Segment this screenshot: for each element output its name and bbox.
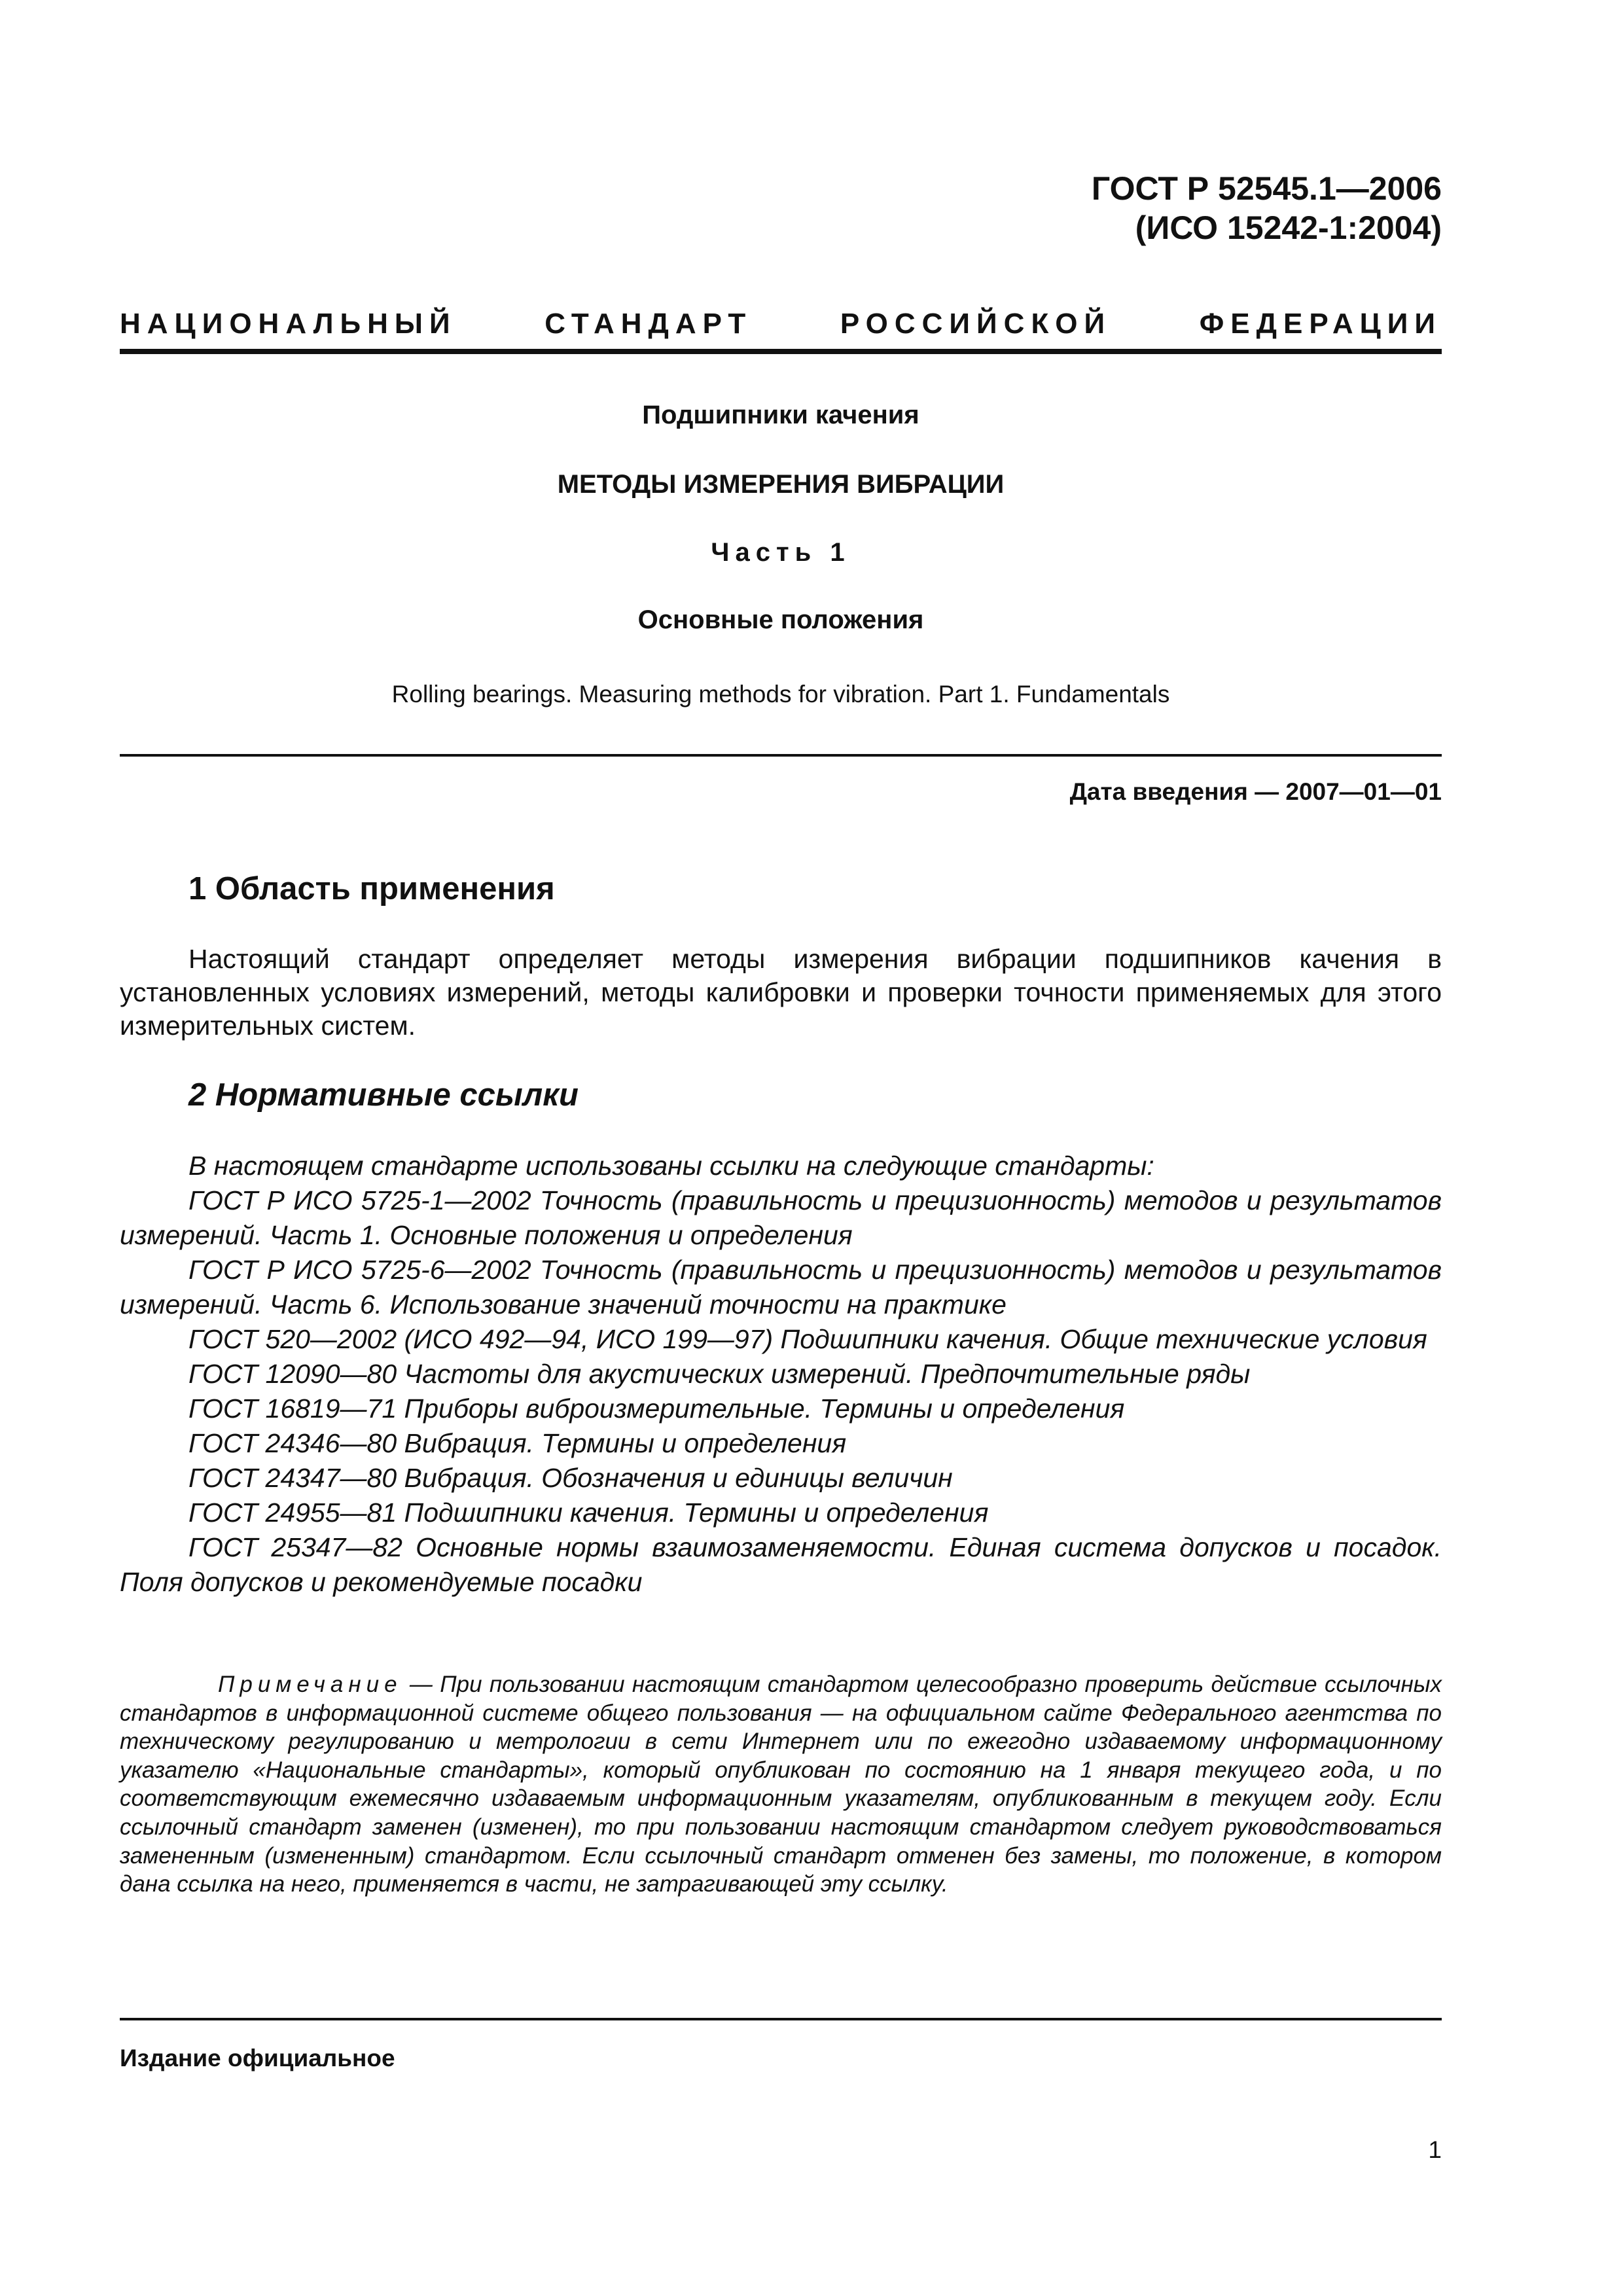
english-title: Rolling bearings. Measuring methods for vibration. Part 1. Fundamentals <box>391 681 1170 708</box>
document-designation <box>1092 169 1442 247</box>
references-intro: В настоящем стандарте использованы ссылки на следующие стандарты: <box>188 1151 1154 1181</box>
reference-item: ГОСТ 12090—80 Частоты для акустических измерений. Предпочтительные ряды <box>188 1359 1251 1389</box>
part-title: Основные положения <box>637 605 924 634</box>
reference-item: ГОСТ 24346—80 Вибрация. Термины и определения <box>188 1428 847 1458</box>
page-number: 1 <box>1428 2136 1442 2163</box>
reference-item: ГОСТ 520—2002 (ИСО 492—94, ИСО 199—97) Подшипники качения. Общие технические условия <box>188 1324 1427 1354</box>
subject-title: Подшипники качения <box>642 401 919 429</box>
footer-divider <box>120 2018 1442 2020</box>
section-2-heading: 2 Нормативные ссылки <box>188 1077 579 1113</box>
note-block <box>120 1670 1442 1899</box>
section-1-heading: 1 Область применения <box>188 871 555 906</box>
national-standard-title: НАЦИОНАЛЬНЫЙ СТАНДАРТ РОССИЙСКОЙ ФЕДЕРАЦИИ <box>120 308 1442 340</box>
note-paragraph <box>120 1670 1442 1899</box>
edition-label: Издание официальное <box>120 2045 395 2072</box>
reference-item: ГОСТ 16819—71 Приборы виброизмерительные. Термины и определения <box>188 1393 1125 1424</box>
references-list <box>120 1149 1442 1600</box>
title-divider <box>120 754 1442 757</box>
reference-item: ГОСТ 24955—81 Подшипники качения. Термины и определения <box>188 1498 989 1528</box>
part-label: Часть 1 <box>711 538 851 567</box>
reference-item: ГОСТ 24347—80 Вибрация. Обозначения и единицы величин <box>188 1463 953 1493</box>
main-title: МЕТОДЫ ИЗМЕРЕНИЯ ВИБРАЦИИ <box>557 470 1005 499</box>
section-1-text <box>120 942 1442 1043</box>
header-divider <box>120 349 1442 354</box>
section-1-paragraph: Настоящий стандарт определяет методы измерения вибрации подшипников качения в установленных условиях измерений, методы калибровки и проверки точности применяемых для этого измерительных систем. <box>120 944 1442 1041</box>
reference-item: ГОСТ 25347—82 Основные нормы взаимозаменяемости. Единая система допусков и посадок. Поля допусков и рекомендуемые посадки <box>120 1532 1442 1597</box>
reference-item: ГОСТ Р ИСО 5725-6—2002 Точность (правильность и прецизионность) методов и результатов измерений. Часть 6. Использование значений точности на практике <box>120 1255 1442 1319</box>
note-text: — При пользовании настоящим стандартом целесообразно проверить действие ссылочных стандартов в информационной системе общего пользования — на официальном сайте Федерального агентства по техническому регулированию и метрологии в сети Интернет или по ежегодно издаваемому информационному указателю «Национальные стандарты», который опубликован по состоянию на 1 января текущего года, и по соответствующим ежемесячно издаваемым информационным указателям, опубликованным в текущем году. Если ссылочный стандарт заменен (изменен), то при пользовании настоящим стандартом следует руководствоваться замененным (измененным) стандартом. Если ссылочный стандарт отменен без замены, то положение, в котором дана ссылка на него, применяется в части, не затрагивающей эту ссылку. <box>120 1672 1442 1897</box>
introduction-date: Дата введения — 2007—01—01 <box>1069 778 1442 805</box>
gost-number: ГОСТ Р 52545.1—2006 <box>1091 170 1442 207</box>
reference-item: ГОСТ Р ИСО 5725-1—2002 Точность (правильность и прецизионность) методов и результатов измерений. Часть 1. Основные положения и определения <box>120 1185 1442 1250</box>
iso-number: (ИСО 15242-1:2004) <box>1135 209 1442 246</box>
note-lead: Примечание <box>218 1672 402 1697</box>
